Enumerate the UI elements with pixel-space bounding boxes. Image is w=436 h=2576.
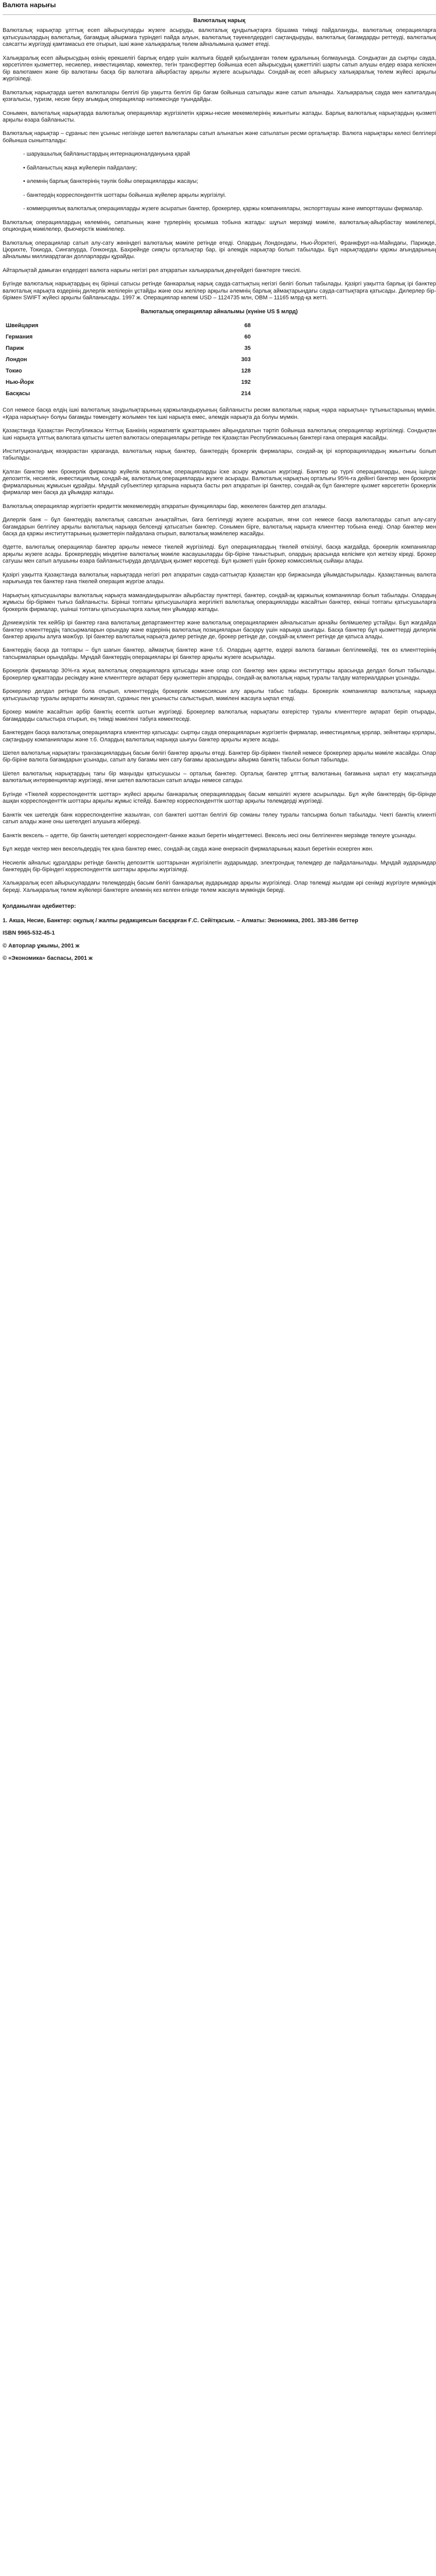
body-paragraph: Қазіргі уақытта Қазақстанда валюталық нарықтарда негізгі рөл атқаратын сауда-саттықтар Қазақстан қор биржасында ұйымдастырылады. Қазақстанның валюта нарығында тек банктер ғана тікелей операция жүргізе алады. xyxy=(3,571,436,585)
criteria-list xyxy=(3,151,436,212)
body-paragraph: Нарықтың қатысушылары валюталық нарықта мамандандырылған айырбастау пункттері, банктер, сондай-ақ қаржылық компаниялар болып табылады. Олардың жұмысы бір-бірімен тығыз байланысты. Бірінші топтағы қатысушыларға жергілікті валюталық операцияларды жасайтын банктер, екінші топтағы қатысушыларға брокерлік фирмалар, үшінші топтағы қатысушыларға халық пен ұйымдар жатады. xyxy=(3,592,436,613)
table-row xyxy=(5,320,252,332)
table-cell-city: Токио xyxy=(6,368,22,375)
body-paragraph: Бүгінде валюталық нарықтардың ең бірінші сатысы ретінде банкаралық нарық сауда-саттықтың негізгі бөлігі болып табылады. Қазіргі уақытта барлық ірі банктер валюталық нарықта өздерінің дилерлік желілерін ұстайды және осы желілер арқылы әлемнің барлық аймақтарындағы сауда-саттықтарға қатысады. Дилерлер бір-бірімен SWIFT жүйесі арқылы байланысады. 1997 ж. Операциялар көлемі USD – 1124735 млн, ОВМ – 11165 млрд-қа жетті. xyxy=(3,281,436,301)
body-paragraph: Әдетте, валюталық операциялар банктер арқылы немесе тікелей жүргізіледі. Бұл операциялардың тікелей өткізілуі, басқа жағдайда, брокерлік компаниялар арқылы жүзеге асады. Брокерлердің міндетіне валюталық мәміле жасаушыларды бір-біріне таныстырып, олардың арасында келісімге қол жеткізу кіреді. Брокер сатушы мен сатып алушыны өзара байланыстыруда делдалдық қызмет көрсетеді. Бұл қызметі үшін брокер комиссиялық сыйақы алады. xyxy=(3,544,436,565)
body-paragraph: Бүгінде «Тікелей корреспонденттік шоттар» жүйесі арқылы банкаралық операциялардың басым көпшілігі жүзеге асырылады. Бұл жүйе банктердің бір-бірінде ашқан корреспонденттік шоттары арқылы жұмыс істейді. Банктер корреспонденттік шоттар арқылы төлемдерді жүргізеді. xyxy=(3,791,436,805)
body-paragraph: Шетел валюталық нарықтағы транзакциялардың басым бөлігі банктер арқылы өтеді. Банктер бір-бірімен тікелей немесе брокерлер арқылы мәміле жасайды. Олар бір-біріне валюта бағамдарын ұсынады, сатып алу бағамы мен сату бағамы арасындағы айырма банктің табысы болып табылады. xyxy=(3,750,436,764)
title-divider xyxy=(3,14,436,15)
body-paragraph: Қазақстанда Қазақстан Республикасы Ұлттық Банкінің нормативтік құжаттарымен айқындалатын тәртіп бойынша валюталық операциялар жүргізіледі. Сондықтан ішкі нарықта ұлттық валютаға қатысты шетел валютасы операциялары ретінде тек Қазақстан Республикасының банктері ғана операция жасайды. xyxy=(3,428,436,441)
intro-paragraph: Валюталық нарықтар – сұраныс пен ұсыныс негізінде шетел валюталары сатып алынатын және сатылатын ресми орталықтар. Валюта нарықтары келесі белгілері бойынша сыныпталады: xyxy=(3,130,436,144)
references-section xyxy=(3,903,436,962)
table-cell-city: Германия xyxy=(6,334,33,341)
table-cell-value: 303 xyxy=(241,357,251,363)
list-item: - шаруашылық байланыстардың интернационалдануына қарай xyxy=(23,151,436,158)
reference-item: © «Экономика» баспасы, 2001 ж xyxy=(3,955,93,962)
table-cell-city: Швейцария xyxy=(6,323,39,329)
table-cell-city: Лондон xyxy=(6,357,27,363)
intro-paragraph: Валюталық нарықтарда шетел валюталары белгілі бір уақытта белгілі бір бағам бойынша сатылады және сатып алынады. Халықаралық сауда мен капиталдың қозғалысы, туризм, несие беру ағымдық операциялар нәтижесінде туындайды. xyxy=(3,89,436,103)
table-cell-city: Париж xyxy=(6,345,24,352)
list-item: • байланыстың жаңа жүйелерін пайдалану; xyxy=(23,165,436,172)
body-paragraph: Банктік вексель – әдетте, бір банктің шетелдегі корреспондент-банкке жазып беретін міндеттемесі. Вексель иесі оны белгіленген мерзімде төлеуге ұсынады. xyxy=(3,832,417,839)
references-title: Қолданылған әдебиеттер: xyxy=(3,903,76,910)
table-cell-value: 35 xyxy=(244,345,251,352)
intro-paragraph: Халықаралық есеп айырысудың өзінің ерекшелігі барлық елдер үшін жалпыға бірдей қабылданған төлем құралының болмауында. Сондықтан да сыртқы сауда, көрсетілген қызметтер, несиелер, инвестициялар, көмектер, тегін трансферттер бойынша есеп айырысудың қажеттілігі шарты сатып алушы елдер өзара келіскен бір валютамен және бір валютаны басқа бір валютаға айырбастау арқылы жүзеге асырылады. Сондай-ақ есеп айырысу халықаралық төлем жүйесі арқылы жүргізіледі. xyxy=(3,55,436,82)
table-cell-value: 192 xyxy=(241,379,251,386)
body-paragraph: Брокер мәміле жасайтын әрбір банктің есептік шотын жүргізеді. Брокерлер валюталық нарықтағы өзгерістер туралы клиенттерге ақпарат беріп отырады, бағамдарды салыстыра отырып, ең тиімді мәмілені табуға көмектеседі. xyxy=(3,709,436,722)
body-paragraph: Банктерден басқа валюталық операцияларға клиенттер қатысады: сыртқы сауда операцияларын жүргізетін фирмалар, инвестициялық қорлар, зейнетақы қорлары, сақтандыру компаниялары және т.б. Олардың валюталық нарыққа шығуы банктер арқылы жүзеге асады. xyxy=(3,730,436,743)
body-paragraph: Банктік чек шетелдік банк корреспондентіне жазылған, сол банктегі шоттан белгілі бір соманы төлеу туралы тапсырма болып табылады. Чекті банктің клиенті сатып алады және оны шетелдегі алушыға жібереді. xyxy=(3,811,436,825)
body-paragraph: Валюталық операциялар жүргізетін кредиттік мекемелердің атқаратын функциялары бар, жекелеген банктер деп аталады. xyxy=(3,503,327,510)
body-paragraph: Дүниежүзілік тек кейбір ірі банктер ғана валюталық департаменттер және валюталық операциялармен айналысатын арнайы бөлімшелер ұстайды. Бұл жағдайда банктер клиенттердің тапсырмаларын орындау және өздерінің валюталық позицияларын басқару үшін нарыққа шығады. Басқа банктер бұл қызметтерді дилерлік банктер арқылы алуға мәжбүр. Ірі банктер валюталық нарықта дилер ретінде де, брокер ретінде де, сондай-ақ клиент ретінде де қатыса алады. xyxy=(3,620,436,640)
table-row xyxy=(5,388,252,400)
table-title: Валюталық операциялар айналымы (күніне US $ млрд) xyxy=(141,308,298,315)
body-paragraph: Шетел валюталық нарықтардың тағы бір маңызды қатысушысы – орталық банктер. Орталық банктер ұлттық валютаның бағамына ықпал ету мақсатында валюталық интервенциялар жүргізеді, яғни шетел валютасын сатып алады немесе сатады. xyxy=(3,770,436,784)
body-paragraph: Институционалдық көзқарастан қарағанда, валюталық нарық банктер, банктердің брокерлік фирмалары, сондай-ақ ірі корпорациялардың жиынтығы болып табылады. xyxy=(3,448,436,462)
body-paragraph: Валюталық операциялар сатып алу-сату жөніндегі валюталық мәміле ретінде өтеді. Олардың Лондондағы, Нью-Йорктегі, Франкфурт-на-Майндағы, Парижде, Цюрихте, Токиода, Сингапурда, Гонконгда, Бахрейнде сияқты орталықтар бар, ірі әлемдік нарықтар болып табылады. Бұл нарықтардағы қаржы ағындарының айналымы миллиардтаған долларларды құрайды. xyxy=(3,240,436,260)
intro-paragraph: Сонымен, валюталық нарықтарда валюталық операциялар жүргізілетін қаржы-несие мекемелерінің жиынтығы жатады. Барлық валюталық нарықтардың қызметі арқылы өзара байланысты. xyxy=(3,110,436,123)
reference-item: ISBN 9965-532-45-1 xyxy=(3,930,55,937)
body-paragraph: Брокерлік фирмалар 30%-ға жуық валюталық операцияларға қатысады және олар сол банктер мен қаржы институттары арасында делдал болып табылады. Брокерлер құжаттарды ресімдеу және клиенттерге ақпарат беру қызметтерін атқарады, сондай-ақ валюталық нарық туралы талдау материалдарын ұсынады. xyxy=(3,668,436,681)
table-cell-city: Басқасы xyxy=(6,391,30,397)
body-paragraph: Сол немесе басқа елдің ішкі валюталық заңдылықтарының қаржыландыруының байланысты ресми валюталық нарық «қара нарықтың» тұтыныстарының мүмкін. «Қара нарықтың» болуы бағамды төмендету жолымен тек ішкі нарықта емес, әлемдік нарықта да болуы мүмкін. xyxy=(3,407,436,420)
table-cell-value: 60 xyxy=(244,334,251,341)
body-paragraph: Банктердің басқа да топтары – бұл шағын банктер, аймақтық банктер және т.б. Олардың әдетте, өздері валюта бағамын белгілемейді, тек өз клиенттерінің тапсырмаларын орындайды. Мұндай банктердің операциялары ірі банктер арқылы жүзеге асырылады. xyxy=(3,647,436,660)
body-paragraph: Дилерлік банк – бұл банктердің валюталық саясатын анықтайтын, баға белгілеуді жүзеге асыратын, яғни сол немесе басқа валюталарды сатып алу-сату бағамдарын белгілеу арқылы валюталық нарыққа белсенді қатысатын банктер. Сонымен бірге, валюталық нарықта клиенттер тобына енеді. Олар банктер мен басқа да қаржы институттарының қызметтерін пайдалана отырып, валюталық мәмілелер жасайды. xyxy=(3,517,436,537)
body-paragraph: Қалған банктер мен брокерлік фирмалар жүйелік валюталық операцияларды іске асыру жұмысын жүргізеді. Банктер әр түрлі операцияларды, оның ішінде депозиттік, несиелік, инвестициялық, сондай-ақ, валюталық операцияларды жүзеге асырады. Валюталық нарықтың орталығы 95%-ға дейінгі банктер мен брокерлік фирмаларының жұмысын құрайды. Мұндай субъектілер қатарына нарықта басты рөл атқаратын ірі банктер, сондай-ақ бұл банктерге қызмет көрсететін брокерлік фирмалар мен басқа да ұйымдар жатады. xyxy=(3,468,436,496)
list-item: - банктердің корреспонденттік шоттары бойынша жүйелер арқылы жүргізілуі. xyxy=(23,192,436,199)
body-paragraph: Валюталық операциялардың көлемінің, сипатының және түрлерінің қосымша тобына жатады: шұғыл мерзімді мәміле, валюталық-айырбастау мәмілелері, опциондық мәмілелер, фьючерстік мәмілелер. xyxy=(3,219,436,233)
body-paragraph: Несиелік айналыс құралдары ретінде банктің депозиттік шоттарынан жүргізілетін аударымдар, электрондық төлемдер де пайдаланылады. Мұндай аударымдар банктердің бір-біріндегі корреспонденттік шоттары арқылы жүргізіледі. xyxy=(3,859,436,873)
table-cell-value: 214 xyxy=(241,391,251,397)
body-paragraph: Брокерлер делдал ретінде бола отырып, клиенттердің брокерлік комиссиясын алу арқылы табыс табады. Брокерлік компаниялар валюталық нарыққа қатысушылар туралы ақпаратты жинақтап, сұраныс пен ұсынысты салыстырып, мәмілені жасауға ықпал етеді. xyxy=(3,688,436,702)
table-row xyxy=(5,332,252,343)
table-row xyxy=(5,343,252,354)
table-row xyxy=(5,366,252,377)
body-paragraph: Айтарлықтай дамыған елдердегі валюта нарығы негізгі рөл атқаратын халықаралық деңгейдегі банктерге тиесілі. xyxy=(3,267,302,274)
section-title: Валюталық нарық xyxy=(193,18,246,24)
reference-item: © Авторлар ұжымы, 2001 ж xyxy=(3,942,80,949)
page-title: Валюта нарығы xyxy=(3,1,56,9)
intro-paragraph: Валюталық нарықтар ұлттық есеп айырысуларды жүзеге асыруды, валюталық құндылықтарға біршама тиімді пайдалануды, валюталық операцияларға қатысушылардың валюталық, бағамдық айырмаға түріндегі пайда алуын, валюталық тәуекелдердегі сақтандыруды, валюталық бағамдарды реттеуді, валюталық саясатты жүргізуді қамтамасыз ете отырып, ішкі және халықаралық төлем айналымына қызмет етеді. xyxy=(3,27,436,48)
table-cell-value: 128 xyxy=(241,368,251,375)
body-paragraph: Халықаралық есеп айырысулардағы төлемдердің басым бөлігі банкаралық аударымдар арқылы жүргізіледі. Олар төлемді жылдам әрі сенімді жүргізуге мүмкіндік береді. Халықаралық төлем жүйелері банктерге әлемнің кез келген елінде төлем жасауға мүмкіндік береді. xyxy=(3,880,436,893)
table-row xyxy=(5,377,252,388)
turnover-table xyxy=(5,320,252,400)
reference-item: 1. Акша, Несие, Банктер: оқулық / жалпы редакциясын басқарған Ғ.С. Сейітқасым. – Алматы: Экономика, 2001. 383-386 беттер xyxy=(3,917,358,924)
list-item: • әлемнің барлық банктерінің тәулік бойы операцияларды жасауы; xyxy=(23,178,436,185)
list-item: - коммерциялық валюталық операцияларды жүзеге асыратын банктер, брокерлер, қаржы компаниялары, экспорттаушы және импорттаушы фирмалар. xyxy=(23,206,436,212)
table-cell-value: 68 xyxy=(244,323,251,329)
table-cell-city: Нью-Йорк xyxy=(6,379,34,386)
body-paragraph: Бұл жерде чектер мен вексельдердің тек қана банктер емес, сондай-ақ сауда және өнеркәсіп фирмаларының жазып беретінін ескерген жөн. xyxy=(3,846,374,853)
table-row xyxy=(5,354,252,366)
